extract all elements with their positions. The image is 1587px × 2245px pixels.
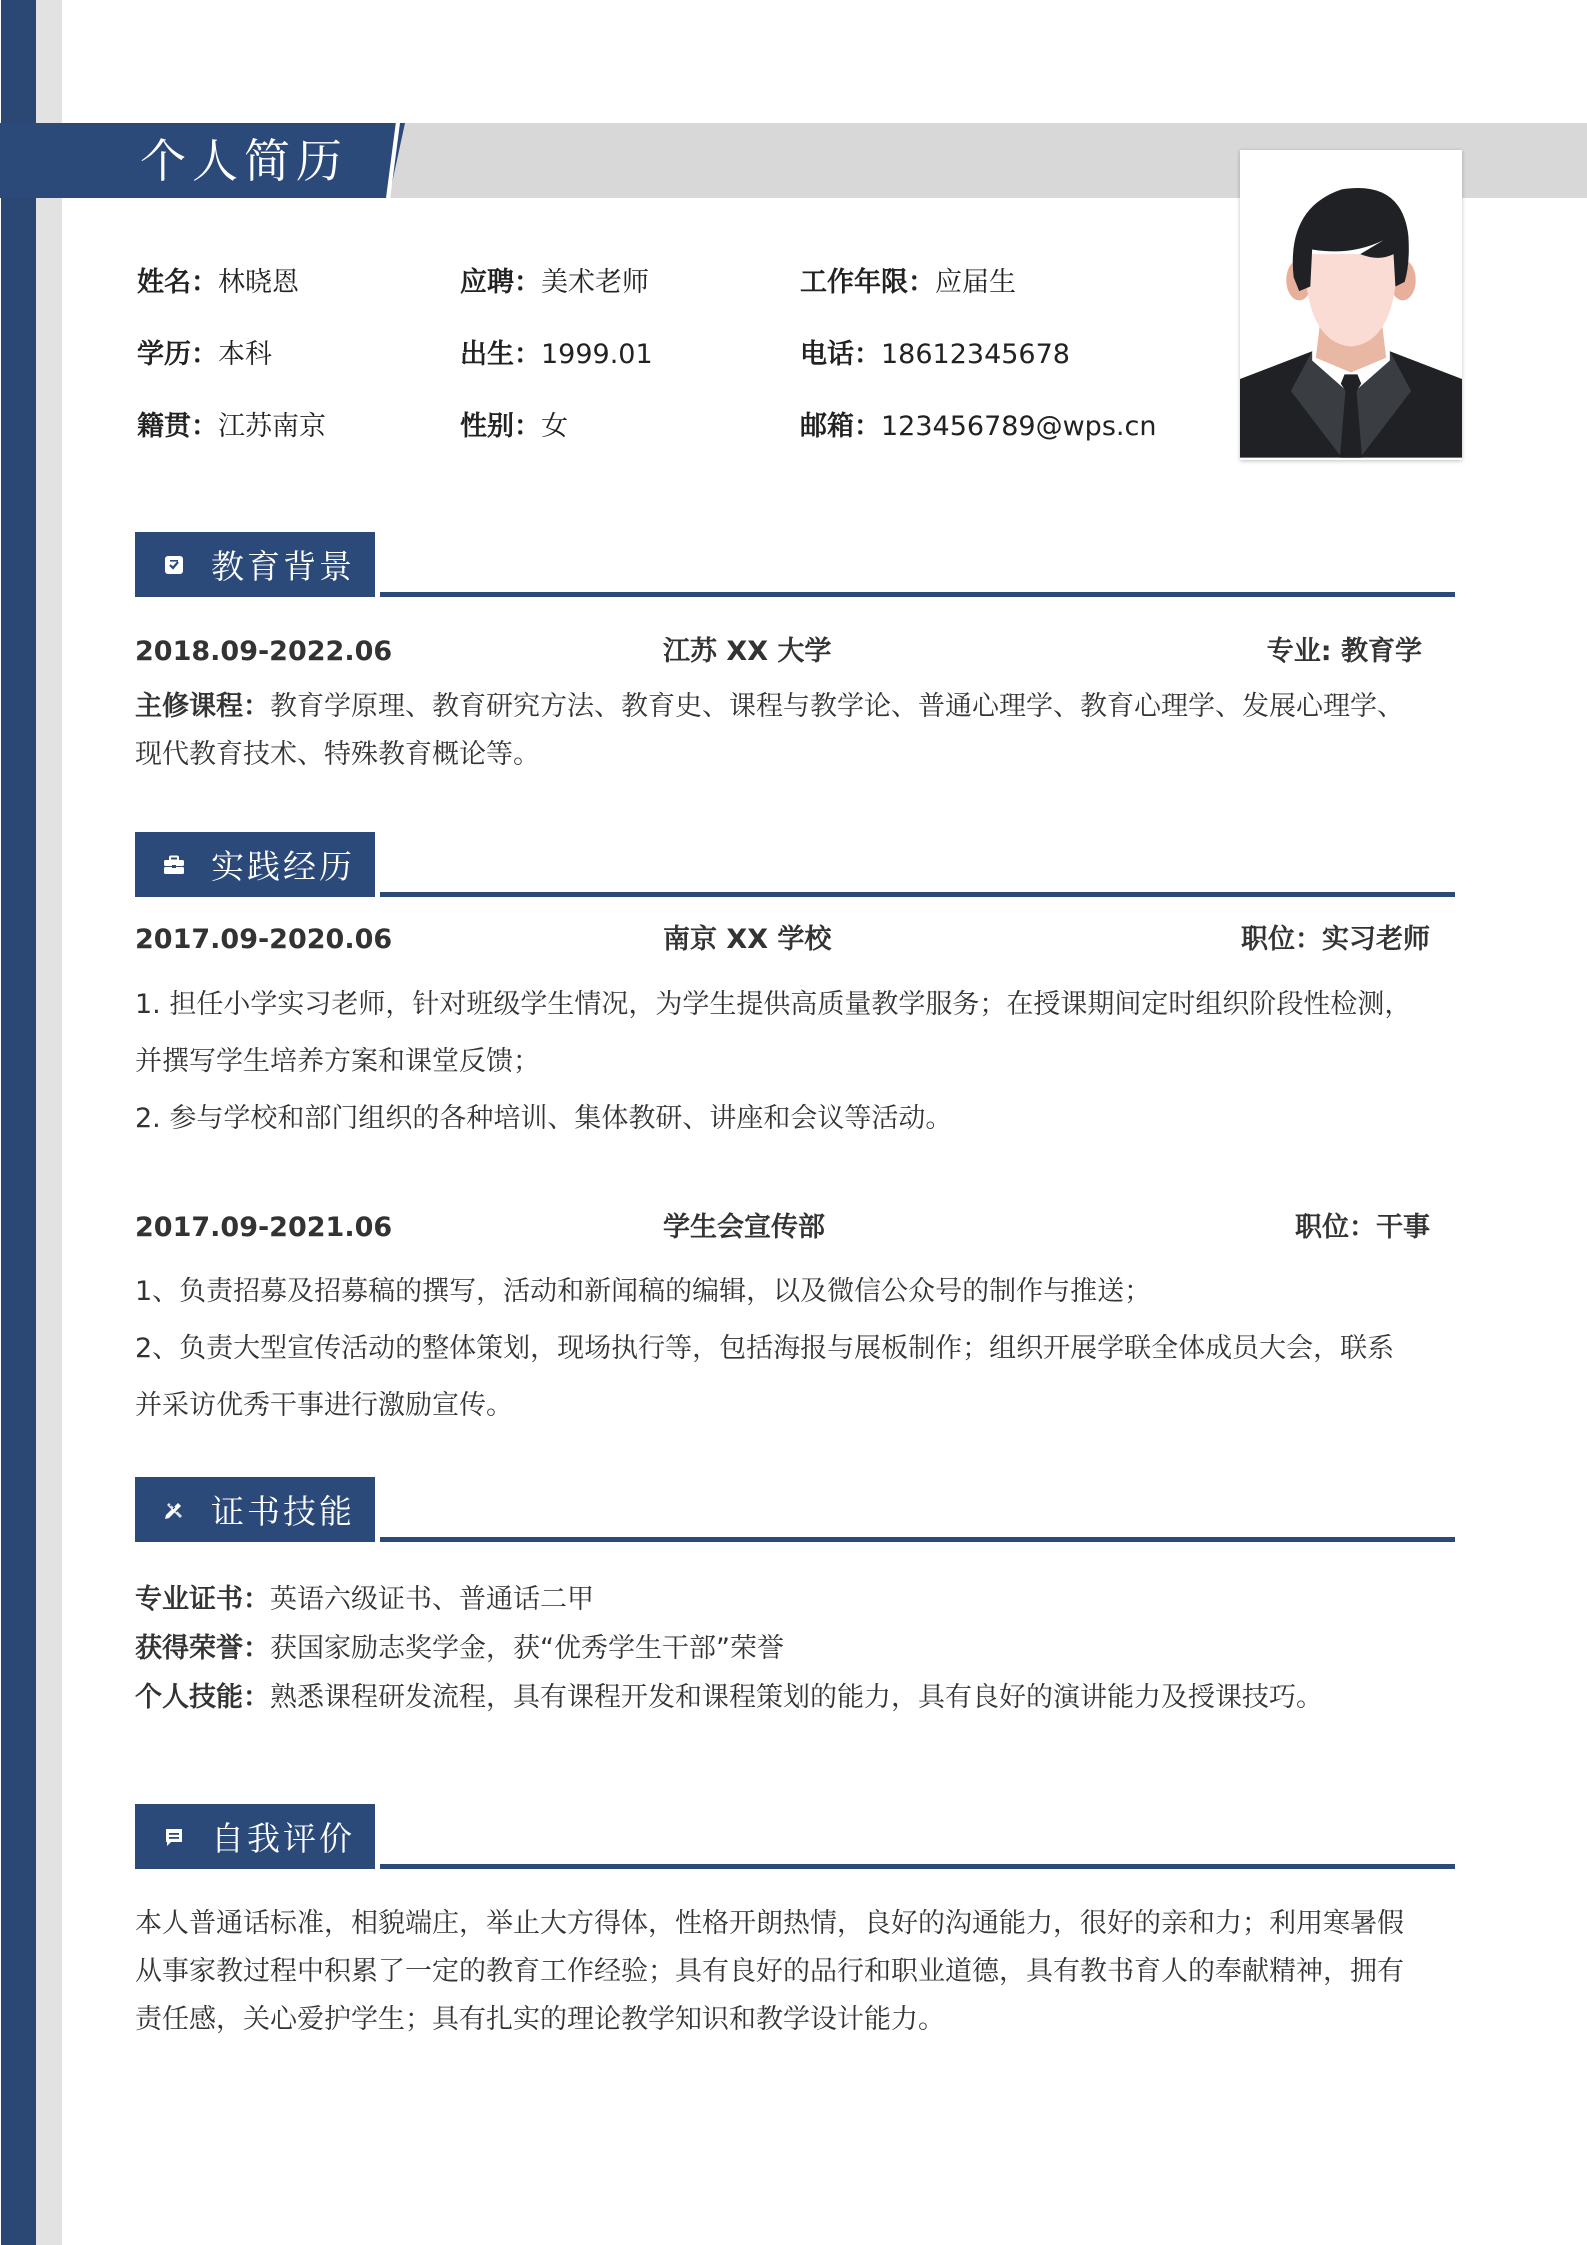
education-courses: 主修课程：教育学原理、教育研究方法、教育史、课程与教学论、普通心理学、教育心理学、发展心理学、 现代教育技术、特殊教育概论等。 (135, 691, 1404, 770)
section-divider (380, 1537, 1455, 1542)
profile-field-birth: 出生：1999.01 (460, 339, 653, 370)
self-evaluation-text: 本人普通话标准，相貌端庄，举止大方得体，性格开朗热情，良好的沟通能力，很好的亲和力；利用寒暑假 从事家教过程中积累了一定的教育工作经验；具有良好的品行和职业道德，具有教书育人的奉献精神，拥有 责任感，关心爱护学生；具有扎实的理论教学知识和教学设计能力。 (135, 1908, 1404, 2035)
education-major: 专业: 教育学 (1266, 636, 1422, 667)
skills-list (135, 1575, 1455, 1722)
practice-org: 学生会宣传部 (663, 1212, 825, 1243)
section-divider (380, 1864, 1455, 1869)
section-header-skills (135, 1477, 375, 1542)
practice-period: 2017.09-2021.06 (135, 1212, 393, 1243)
profile-field-phone: 电话：18612345678 (800, 339, 1070, 370)
section-header-education (135, 532, 375, 597)
practice-description: 1. 担任小学实习老师，针对班级学生情况，为学生提供高质量教学服务；在授课期间定时组织阶段性检测， 并撰写学生培养方案和课堂反馈； 2. 参与学校和部门组织的各种培训、集体教研、讲座和会议等活动。 (135, 989, 1412, 1134)
section-divider (380, 592, 1455, 597)
checkbox-icon (163, 554, 185, 576)
section-title: 实践经历 (211, 847, 355, 886)
practice-role: 职位：干事 (1295, 1212, 1430, 1243)
section-title: 自我评价 (211, 1819, 355, 1858)
section-divider (380, 892, 1455, 897)
profile-field-email: 邮箱：123456789@wps.cn (800, 411, 1157, 442)
practice-description: 1、负责招募及招募稿的撰写，活动和新闻稿的编辑，以及微信公众号的制作与推送； 2、负责大型宣传活动的整体策划，现场执行等，包括海报与展板制作；组织开展学联全体成员大会，联系 并采访优秀干事进行激励宣传。 (135, 1276, 1395, 1421)
skill-item-certificates: 专业证书：英语六级证书、普通话二甲 (135, 1584, 594, 1615)
side-strip-navy (1, 0, 36, 2245)
page-title: 个人简历 (140, 134, 348, 188)
side-strip-gray (36, 0, 62, 2245)
profile-field-name: 姓名：林晓恩 (137, 267, 299, 298)
profile-field-education: 学历：本科 (137, 339, 272, 370)
profile-field-position: 应聘：美术老师 (460, 267, 649, 298)
practice-role: 职位：实习老师 (1241, 924, 1430, 955)
profile-field-gender: 性别：女 (460, 411, 568, 442)
skill-item-honors: 获得荣誉：获国家励志奖学金，获“优秀学生干部”荣誉 (135, 1633, 784, 1664)
profile-field-hometown: 籍贯：江苏南京 (137, 411, 326, 442)
practice-org: 南京 XX 学校 (663, 924, 832, 955)
profile-field-work-years: 工作年限：应届生 (800, 267, 1016, 298)
education-period: 2018.09-2022.06 (135, 636, 393, 667)
section-title: 教育背景 (211, 547, 355, 586)
briefcase-icon (163, 854, 185, 876)
section-title: 证书技能 (211, 1492, 355, 1531)
section-header-practice (135, 832, 375, 897)
avatar-photo-icon (1240, 150, 1462, 460)
pencil-ruler-icon (163, 1499, 185, 1521)
practice-period: 2017.09-2020.06 (135, 924, 393, 955)
comment-icon (163, 1826, 185, 1848)
skill-item-personal: 个人技能：熟悉课程研发流程，具有课程开发和课程策划的能力，具有良好的演讲能力及授课技巧。 (135, 1682, 1323, 1713)
education-school: 江苏 XX 大学 (663, 636, 832, 667)
avatar (1240, 150, 1462, 460)
section-header-self-eval (135, 1804, 375, 1869)
